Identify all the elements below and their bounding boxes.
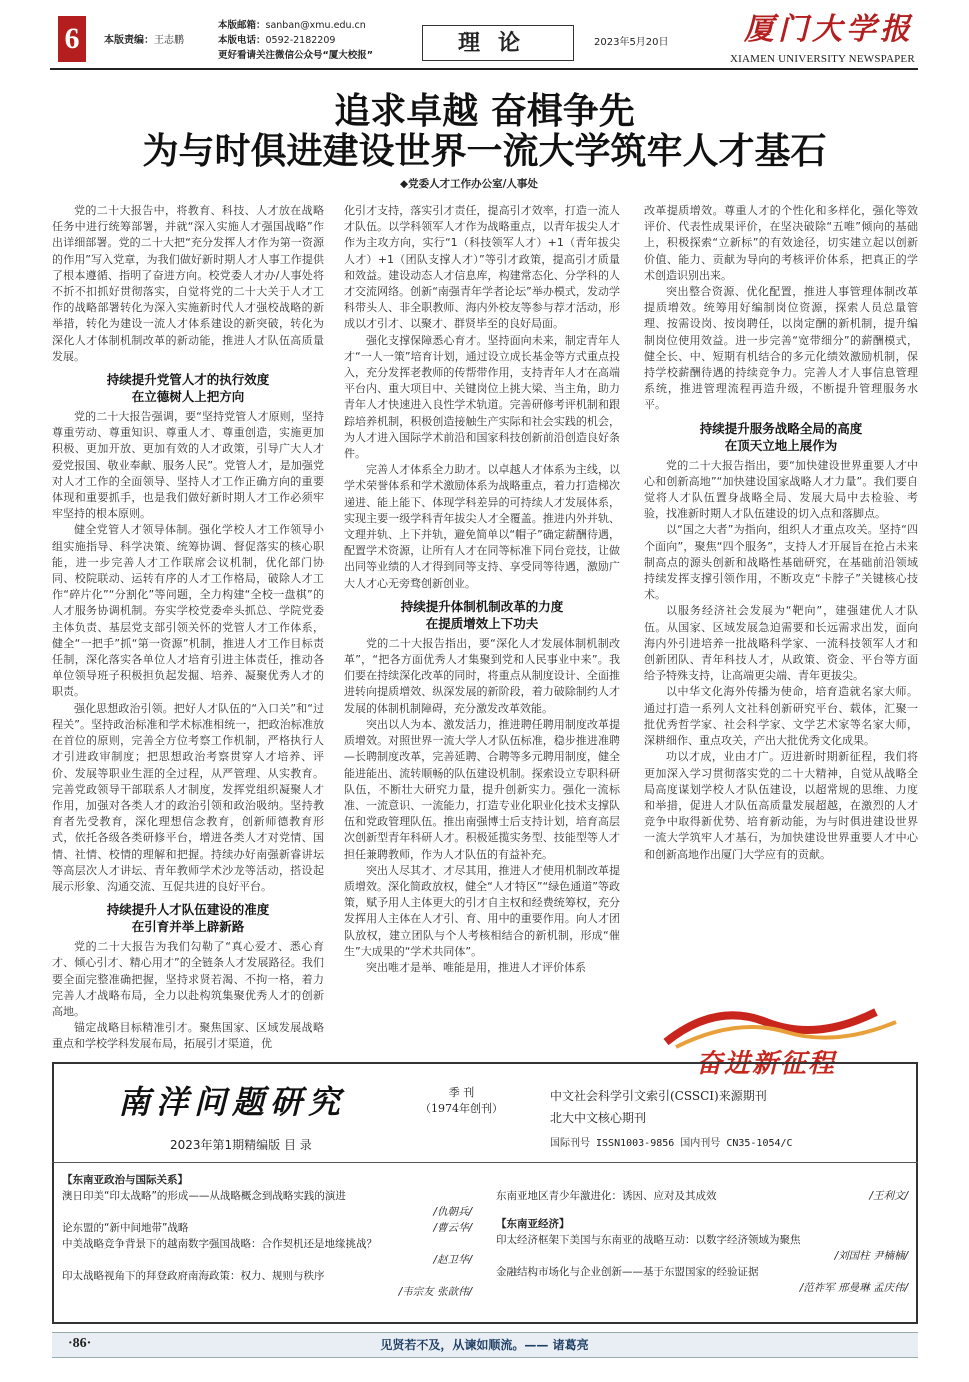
toc-item [62,1236,472,1268]
toc-item-author: /仇朝兵/ [433,1206,472,1218]
paragraph: 党的二十大报告强调，要“坚持党管人才原则，坚持尊重劳动、尊重知识、尊重人才、尊重创造，实施更加积极、更加开放、更加有效的人才政策，引导广大人才爱党报国、敬业奉献、服务人民”。党管人才，是加强党对人才工作的全面领导、坚持人才工作正确方向的重要体现和重要抓手，也是我们做好新时期人才工作必须牢牢坚持的根本原则。 [52,410,324,521]
page-number: 6 [58,16,86,62]
toc-item-title: 论东盟的“新中间地带”战略 [62,1222,189,1234]
paragraph: 党的二十大报告中，将教育、科技、人才放在战略任务中进行统筹部署，并就“深入实施人才强国战略”作出详细部署。党的二十大把“充分发挥人才作为第一资源的作用”写入党章，为我们做好新时期人才人事工作提供了根本遵循、指明了奋进方向。校党委人才办/人事处将不折不扣抓好贯彻落实，自觉将党的二十大关于人才工作的战略部署转化为深入实施新时代人才强校战略的新举措，转化为建设一流人才体系建设的新突破，转化为深化人才体制机制改革的新动能，推进人才队伍高质量发展。 [52,204,324,363]
toc-item-title: 印太经济框架下美国与东南亚的战略互动：以数字经济领域为聚焦 [496,1234,801,1246]
article-column-3 [644,203,918,893]
toc-section: 【东南亚经济】 [496,1218,570,1230]
journal-index-1: 中文社会科学引文索引(CSSCI)来源期刊 [550,1089,767,1103]
toc-item [496,1264,908,1296]
issue-date: 2023年5月20日 [594,37,669,48]
toc-item-author: /范祚军 邢曼琳 孟庆伟/ [799,1282,908,1294]
journal-title: 南洋问题研究 [118,1083,347,1121]
paragraph: 以服务经济社会发展为“靶向”，建强建优人才队伍。从国家、区域发展急迫需要和长远需求出发，面向海内外引进培养一批战略科学家、一流科技领军人才和创新团队、青年科技人才，从政策、资金、平台等方面给予特殊支持，让高端更尖端、青年更拔尖。 [644,604,918,683]
wechat-note: 更好看请关注微信公众号“厦大校报” [218,50,373,61]
paragraph: 强化支撑保障悉心育才。坚持面向未来，制定青年人才“一人一策”培育计划，通过设立成长基金等方式重点投入，充分发挥老教师的传帮带作用，支持青年人才在高端平台内、重大项目中、关键岗位上挑大梁、当主角，助力青年人才快速进入良性学术轨道。完善研修考评机制和跟踪培养机制，积极创造接触生产实际和社会实践的机会，为人才进入国际学术前沿和国家科技创新前沿创造良好条件。 [344,333,620,461]
journal-founded: （1974年创刊） [420,1102,503,1115]
toc-item-title: 印太战略视角下的拜登政府南海政策：权力、规则与秩序 [62,1270,325,1282]
paragraph: 以“国之大者”为指向，组织人才重点攻关。坚持“四个面向”，聚焦“四个服务”，支持人才开展旨在抢占未来制高点的源头创新和战略性基础研究，在基础前沿领域持续发挥支撑引领作用，不断攻克“卡脖子”关键核心技术。 [644,523,918,602]
section-heading: 持续提升服务战略全局的高度 在顶天立地上展作为 [699,420,863,453]
journal-index [550,1085,767,1129]
toc-item-title: 金融结构市场化与企业创新——基于东盟国家的经验证据 [496,1266,759,1278]
journal-freq: 季 刊 [448,1086,475,1099]
journal-issn: 国际刊号 ISSN1003-9856 国内刊号 CN35-1054/C [550,1138,793,1149]
editor-name: 王志鹏 [154,35,184,46]
toc-item [62,1188,472,1220]
paragraph: 健全党管人才领导体制。强化学校人才工作领导小组实施指导、科学决策、统筹协调、督促落实的核心职能，进一步完善人才工作联席会议机制，优化部门协同、校院联动、运转有序的人才工作格局，破除人才工作“碎片化”“分割化”等问题，全力构建“全校一盘棋”的人才服务协调机制。夯实学校党委牵头抓总、学院党委主体负责、基层党支部引领关怀的党管人才工作体系，健全“一把手”抓“第一资源”机制，推进人才工作目标责任制，深化落实各单位人才培育引进主体责任，推动各单位领导班子积极担负起发掘、培养、凝聚优秀人才的职责。 [52,523,324,699]
phone: 0592-2182209 [265,35,336,46]
toc-item-title: 东南亚地区青少年激进化：诱因、应对及其成效 [496,1190,717,1202]
byline: ◆党委人才工作办公室/人事处 [400,178,538,190]
toc-item [496,1188,908,1204]
headline-line-2: 为与时俱进建设世界一流大学筑牢人才基石 [142,130,827,172]
headline-line-1: 追求卓越 奋楫争先 [334,90,635,132]
toc-item-author: /王利文/ [869,1190,908,1202]
decoration-text: 奋进新征程 [696,1049,837,1079]
paragraph: 党的二十大报告指出，要“深化人才发展体制机制改革”，“把各方面优秀人才集聚到党和人民事业中来”。我们要在持续深化改革的同时，将重点从制度设计、全面推进转向提质增效、纵深发展的新阶段，着力破除制约人才发展的体制机制障碍，充分激发改革效能。 [344,636,620,715]
toc-section: 【东南亚政治与国际关系】 [62,1174,188,1186]
article-column-2 [344,203,620,1033]
footer-page-number: ·86· [68,1336,92,1351]
email-label: 本版邮箱： [218,20,266,31]
toc-item-author: /韦宗友 张歆伟/ [398,1286,472,1298]
toc-item-author: /赵卫华/ [433,1254,472,1266]
toc-item [496,1232,908,1264]
section-heading: 持续提升党管人才的执行效度 在立德树人上把方向 [106,372,270,405]
editor-label: 本版责编： [104,35,154,46]
toc-right [496,1188,908,1296]
paragraph: 党的二十大报告为我们勾勒了“真心爱才、悉心育才、倾心引才、精心用才”的全链条人才发展路径。我们要全面完整准确把握，坚持求贤若渴、不拘一格，着力完善人才战略布局，全力以赴构筑集聚优秀人才的创新高地。 [52,940,324,1018]
paragraph: 突出唯才是举、唯能是用，推进人才评价体系 [366,960,586,974]
footer-quote: 见贤若不及，从谏如顺流。—— 诸葛亮 [380,1338,589,1352]
paragraph: 功以才成，业由才广。迈进新时期新征程，我们将更加深入学习贯彻落实党的二十大精神，自觉从战略全局高度谋划学校人才队伍建设，以超常规的思维、力度和举措，促进人才队伍高质量发展超越，在激烈的人才竞争中取得新优势、培育新动能，为与时俱进建设世界一流大学筑牢人才基石，为加快建设世界重要人才中心和创新高地作出厦门大学应有的贡献。 [644,750,918,861]
paragraph: 突出以人为本、激发活力，推进聘任聘用制度改革提质增效。对照世界一流大学人才队伍标准，稳步推进准聘—长聘制度改革，完善延聘、合聘等多元聘用制度，健全能进能出、流转顺畅的队伍建设机制。探索设立专职科研队伍，不断壮大研究力量，提升创新实力。强化一流标准、一流意识、一流能力，打造专业化职业化技术支撑队伍和党政管理队伍。推出南强博士后支持计划，培育高层次创新型青年科研人才。积极延揽实务型、技能型等人才担任兼聘教师，作为人才队伍的有益补充。 [344,717,620,861]
toc-item-author: /刘国柱 尹楠楠/ [834,1250,908,1262]
ribbon-icon [656,992,916,1052]
toc-item [62,1220,472,1236]
masthead-rule [50,68,918,70]
toc-item-title: 中美战略竞争背景下的越南数字强国战略：合作契机还是地缘挑战？ [62,1238,377,1250]
paragraph: 突出人尽其才、才尽其用，推进人才使用机制改革提质增效。深化简政放权，健全“人才特区”“绿色通道”等政策，赋予用人主体更大的引才自主权和经费统筹权，充分发挥用人主体在人才引、育、用中的重要作用。向人才团队放权，建立团队与个人考核相结合的新机制，形成“催生”大成果的“学术共同体”。 [344,863,620,958]
journal-index-2: 北大中文核心期刊 [550,1111,647,1125]
paragraph: 党的二十大报告指出，要“加快建设世界重要人才中心和创新高地”“加快建设国家战略人才力量”。我们要自觉将人才队伍置身战略全局、发展大局中去检验、考验，找准新时期人才队伍建设的切入点和落脚点。 [644,458,918,521]
section-heading: 持续提升人才队伍建设的准度 在引育并举上辟新路 [106,902,270,935]
contact-info [218,18,373,63]
paragraph: 锚定战略目标精准引才。聚焦国家、区域发展战略重点和学校学科发展布局，拓展引才渠道，优 [52,1021,324,1051]
paragraph: 改革提质增效。尊重人才的个性化和多样化，强化等效评价、代表性成果评价，在坚决破除“五唯”倾向的基础上，积极探索“立新标”的有效途径，切实建立起以创新价值、能力、贡献为导向的考核评价体系，把真正的学术创造识别出来。 [644,204,918,282]
toc-item-author: /曹云华/ [433,1222,472,1234]
paragraph: 强化思想政治引领。把好人才队伍的“入口关”和“过程关”。坚持政治标准和学术标准相统一，把政治标准放在首位的原则，完善全方位考察工作机制，严格执行人才引进政审制度；把思想政治考察贯穿人才培养、评价、发展等职业生涯的全过程，从严管理、从实教育。完善党政领导干部联系人才制度，发挥党组织凝聚人才作用，加强对各类人才的政治引领和政治吸纳。坚持教育者先受教育，深化理想信念教育，创新师德教育形式，依托各级各类研修平台，增进各类人才对党情、国情、社情、校情的理解和把握。持续办好南强新睿讲坛等高层次人才讲坛、青年教师学术沙龙等活动，搭设起展示形象、沟通交流、互促共进的良好平台。 [52,701,324,893]
newspaper-logo: 厦门大学报 [744,12,914,47]
journal-frequency [420,1085,503,1117]
toc-left [62,1172,472,1300]
toc-item [62,1268,472,1300]
article-column-1 [52,203,324,1051]
toc-title: 2023年第1期精编版 目 录 [170,1138,312,1152]
paragraph: 化引才支持，落实引才责任，提高引才效率，打造一流人才队伍。以学科领军人才作为战略重点，以青年拔尖人才作为主攻方向，实行“1（科技领军人才）+1（青年拔尖人才）+1（团队支撑人才）”等引才政策，提高引才质量和效益。建设动态人才信息库，构建常态化、分学科的人才交流网络。创新“南强青年学者论坛”举办模式，发动学科带头人、非全职教师、海内外校友等参与荐才活动，形成以才引才、以聚才、群贤毕至的良好局面。 [344,204,620,331]
paragraph: 突出整合资源、优化配置，推进人事管理体制改革提质增效。统筹用好编制岗位资源，探索人员总量管理、按需设岗、按岗聘任，以岗定酬的新机制，提升编制岗位使用效益。进一步完善“宽带细分”的薪酬模式，健全长、中、短期有机结合的多元化绩效激励机制，保持学校薪酬待遇的持续竞争力。完善人才人事信息管理系统，推进管理流程再造升级，不断提升管理服务水平。 [644,285,918,412]
newspaper-logo-en: XIAMEN UNIVERSITY NEWSPAPER [730,53,915,65]
section-heading: 持续提升体制机制改革的力度 在提质增效上下功夫 [400,598,564,631]
section-label: 理论 [422,25,574,61]
paragraph: 以中华文化海外传播为使命，培育造就名家大师。通过打造一系列人文社科创新研究平台、载体，汇聚一批优秀哲学家、社会科学家、文学艺术家等名家大师，深耕细作、重点攻关，产出大批优秀文化成果。 [644,685,918,748]
phone-label: 本版电话： [218,35,266,46]
editor-info [104,34,184,48]
email: sanban@xmu.edu.cn [265,20,366,31]
toc-item-title: 澳日印美“印太战略”的形成——从战略概念到战略实践的演进 [62,1190,346,1202]
paragraph: 完善人才体系全力助才。以卓越人才体系为主线，以学术荣誉体系和学术激励体系为战略重点，着力打造梯次递进、能上能下、体现学科差异的可持续人才发展体系，实现主要一级学科青年拔尖人才全覆盖。推进内外并轨、文理并轨、上下并轨，避免简单以“帽子”确定薪酬待遇，配置学术资源，让所有人才在同等标准下同台竞技，让做出同等业绩的人才得到同等支持、享受同等待遇，激励广大人才心无旁骛创新创业。 [344,463,620,590]
journal-rule [52,1162,918,1163]
